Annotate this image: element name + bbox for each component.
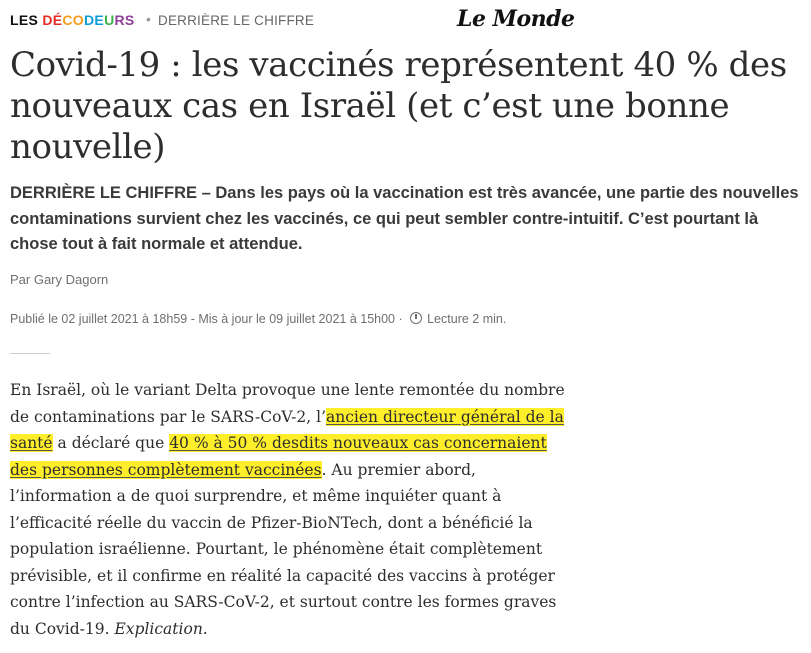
le-monde-logo[interactable]: Le Monde <box>457 6 575 32</box>
article-meta <box>10 312 506 326</box>
section-letters-de2: DE <box>84 12 105 28</box>
body-text-explication: Explication. <box>114 619 208 638</box>
divider <box>10 353 50 354</box>
section-letters-les: LES <box>10 12 43 28</box>
article-standfirst: DERRIÈRE LE CHIFFRE – Dans les pays où la vaccination est très avancée, une partie des nouvelles contaminations survient chez les vaccinés, ce qui peut sembler contre-intuitif. C’est pourtant là chose tout à fait normale et attendue. <box>10 184 799 253</box>
body-text-2: a déclaré que <box>52 434 170 452</box>
section-letters-de: DÉ <box>42 12 63 28</box>
updated-date: Mis à jour le 09 juillet 2021 à 15h00 <box>198 312 395 326</box>
section-letters-co: CO <box>62 12 84 28</box>
section-separator: • <box>146 11 151 27</box>
reading-time: Lecture 2 min. <box>427 312 507 326</box>
link-40-50-pourcent[interactable]: 40 % à 50 % desdits nouveaux cas concernaient des personnes complètement vaccinées <box>10 434 547 479</box>
body-text-1: En Israël, où le variant Delta provoque une lente remontée du nombre de contaminations par le SARS-CoV-2, l’ <box>10 381 565 426</box>
section-letters-u: U <box>104 12 115 28</box>
section-letters-rs: RS <box>114 12 135 28</box>
body-text-3: . Au premier abord, l’information a de quoi surprendre, et même inquiéter quant à l’efficacité réelle du vaccin de Pfizer-BioNTech, dont a bénéficié la population israélienne. Pourtant, le phénomène était complètement prévisible, et il confirme en réalité la capacité des vaccins à protéger contre l’infection au SARS-CoV-2, et surtout contre les formes graves du Covid-19. <box>10 460 557 638</box>
meta-dot: · <box>395 312 407 326</box>
article-body-paragraph <box>10 377 570 642</box>
article-byline: Par Gary Dagorn <box>10 272 109 287</box>
section-derriere-le-chiffre-link[interactable]: DERRIÈRE LE CHIFFRE <box>158 13 315 28</box>
clock-icon <box>410 312 422 324</box>
article-headline: Covid-19 : les vaccinés représentent 40 % des nouveaux cas en Israël (et c’est une bonne nouvelle) <box>10 45 787 167</box>
published-date: Publié le 02 juillet 2021 à 18h59 <box>10 312 188 326</box>
top-bar <box>10 6 801 32</box>
link-ancien-directeur[interactable]: ancien directeur général de la santé <box>10 407 564 452</box>
section-les-decodeurs-link[interactable] <box>10 12 135 28</box>
meta-separator: - <box>187 312 199 326</box>
